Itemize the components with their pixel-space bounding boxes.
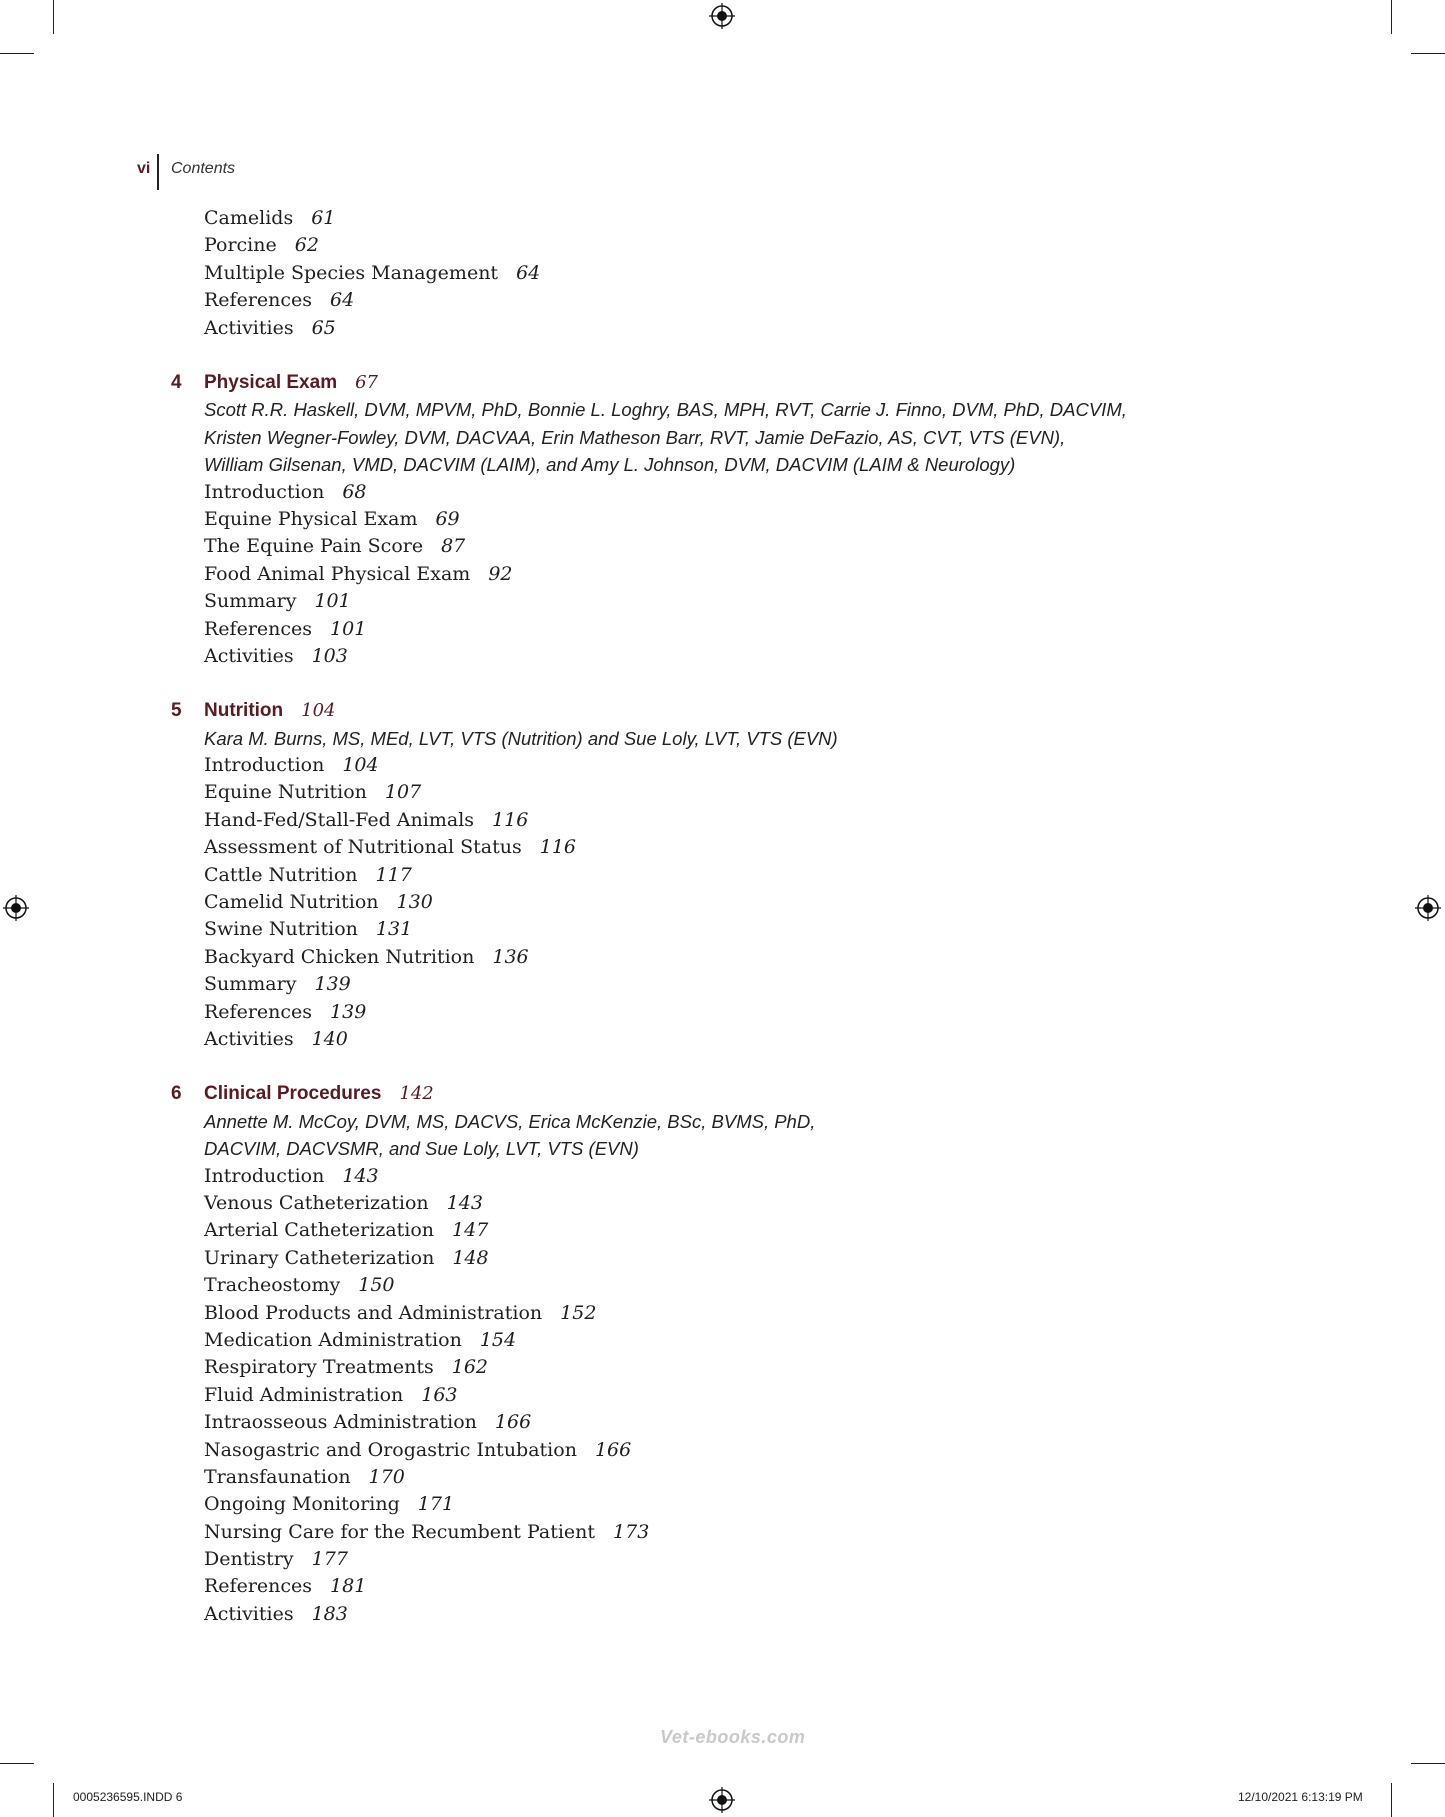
toc-entry-page: 64 [330,289,355,312]
toc-entry[interactable] [168,588,1168,615]
author-line: Kristen Wegner-Fowley, DVM, DACVAA, Erin Matheson Barr, RVT, Jamie DeFazio, AS, CVT, VTS (EVN), [204,426,1066,448]
crop-mark [53,1783,54,1817]
chapter-title: Clinical Procedures [204,1083,382,1105]
toc-entry-title: Summary [204,973,297,996]
toc-entry-page: 140 [311,1028,348,1050]
toc-entry-page: 87 [441,535,466,558]
toc-entry-page: 101 [330,617,367,640]
chapter-title-group [204,697,336,724]
toc-entry-title: Activities [204,1028,294,1050]
chapter-title-group [204,369,378,396]
toc-entry[interactable] [168,779,1168,806]
toc-entry-page: 101 [314,590,351,613]
toc-entry-page: 150 [358,1274,395,1297]
toc-entry[interactable] [168,944,1168,971]
chapter-title: Nutrition [204,700,284,722]
toc-entry[interactable] [168,1163,1168,1190]
toc-entry-page: 130 [396,891,433,914]
crop-mark [1411,53,1445,54]
toc-entry-page: 103 [311,644,348,667]
toc-entry-page: 65 [311,316,336,339]
toc-entry[interactable] [168,1546,1168,1573]
toc-entry-page: 154 [479,1328,517,1351]
crop-mark [1391,0,1392,34]
toc-entry[interactable] [168,506,1168,533]
toc-entry-page: 166 [494,1411,532,1434]
toc-entry-title: Respiratory Treatments [204,1356,434,1379]
toc-entry-title: Introduction [204,480,325,503]
table-of-contents [168,205,1168,1628]
toc-entry-title: Tracheostomy [204,1274,341,1297]
toc-entry-page: 148 [452,1246,489,1269]
chapter-number: 5 [171,700,182,722]
toc-entry-page: 177 [311,1548,348,1571]
toc-entry-page: 68 [342,480,367,503]
toc-entry-page: 131 [375,918,413,941]
toc-entry-page: 162 [451,1356,488,1379]
toc-entry[interactable] [168,1382,1168,1409]
toc-entry-page: 64 [516,261,541,284]
toc-entry[interactable] [168,1272,1168,1299]
author-line: Annette M. McCoy, DVM, MS, DACVS, Erica McKenzie, BSc, BVMS, PhD, [204,1110,816,1132]
toc-entry-page: 147 [452,1219,489,1242]
registration-mark-icon [709,3,735,29]
toc-entry-title: References [204,289,313,312]
toc-entry[interactable] [168,260,1168,287]
toc-entry-title: Urinary Catheterization [204,1246,435,1269]
toc-entry-page: 139 [330,1000,367,1023]
crop-mark [1411,1763,1445,1764]
slug-file-name: 0005236595.INDD 6 [73,1790,183,1804]
toc-entry-title: Activities [204,316,294,339]
chapter-title-group [204,1080,434,1107]
toc-entry[interactable] [168,834,1168,861]
crop-mark [0,53,34,54]
chapter-authors [168,725,1168,752]
toc-entry-page: 171 [417,1493,455,1516]
author-line: DACVIM, DACVSMR, and Sue Loly, LVT, VTS (EVN) [204,1138,639,1160]
running-head-title: Contents [171,160,236,177]
toc-entry-title: Introduction [204,754,325,777]
chapter-number: 6 [171,1083,182,1105]
author-line: William Gilsenan, VMD, DACVIM (LAIM), and Amy L. Johnson, DVM, DACVIM (LAIM & Neurology) [204,454,1016,476]
toc-entry[interactable] [168,1437,1168,1464]
toc-entry[interactable] [168,479,1168,506]
toc-entry-page: 61 [311,207,336,229]
toc-entry[interactable] [168,999,1168,1026]
toc-entry-page: 62 [294,234,319,257]
toc-entry-title: Medication Administration [204,1328,462,1351]
toc-entry-title: Venous Catheterization [204,1191,429,1214]
toc-entry-title: Camelid Nutrition [204,891,379,914]
toc-entry-page: 139 [314,973,351,996]
toc-entry[interactable] [168,287,1168,314]
toc-entry-title: Summary [204,590,297,613]
chapter-page: 104 [301,700,336,722]
toc-entry-title: Swine Nutrition [204,918,358,941]
toc-entry-page: 92 [488,562,513,585]
chapter-page: 67 [355,371,378,393]
toc-entry-title: The Equine Pain Score [204,535,424,558]
toc-entry-title: Transfaunation [204,1465,351,1488]
toc-entry[interactable] [168,1245,1168,1272]
author-line: Kara M. Burns, MS, MEd, LVT, VTS (Nutrition) and Sue Loly, LVT, VTS (EVN) [204,727,838,749]
chapter-title: Physical Exam [204,371,338,393]
crop-mark [0,1763,34,1764]
toc-entry[interactable] [168,1026,1168,1053]
toc-entry-title: Cattle Nutrition [204,863,358,886]
toc-entry[interactable] [168,971,1168,998]
crop-mark [1391,1783,1392,1817]
toc-entry-title: Arterial Catheterization [204,1219,435,1242]
toc-entry[interactable] [168,1519,1168,1546]
chapter-number: 4 [171,371,182,393]
author-line: Scott R.R. Haskell, DVM, MPVM, PhD, Bonnie L. Loghry, BAS, MPH, RVT, Carrie J. Finno, DVM, PhD, DACVIM, [204,399,1127,421]
watermark: Vet-ebooks.com [660,1727,806,1747]
toc-entry[interactable] [168,1354,1168,1381]
toc-entry[interactable] [168,1300,1168,1327]
toc-entry-title: References [204,1575,313,1598]
toc-entry[interactable] [168,916,1168,943]
toc-entry-title: Equine Physical Exam [204,507,418,530]
toc-entry-page: 116 [492,808,529,831]
toc-entry-title: Blood Products and Administration [204,1301,543,1324]
toc-entry-page: 170 [368,1465,405,1488]
toc-entry[interactable] [168,752,1168,779]
toc-entry-page: 116 [539,836,577,859]
toc-entry-title: Assessment of Nutritional Status [204,836,522,859]
toc-entry[interactable] [168,1601,1168,1628]
toc-entry-title: Intraosseous Administration [204,1411,477,1434]
toc-entry[interactable] [168,643,1168,670]
chapter-authors [168,1108,1168,1163]
toc-entry[interactable] [168,1464,1168,1491]
toc-entry[interactable] [168,1217,1168,1244]
toc-entry[interactable] [168,862,1168,889]
toc-entry-page: 152 [560,1301,597,1324]
chapter-heading[interactable] [168,1080,1168,1107]
registration-mark-icon [3,895,29,921]
toc-entry-title: Food Animal Physical Exam [204,562,471,585]
toc-entry[interactable] [168,315,1168,342]
running-head-divider [157,154,159,190]
toc-entry[interactable] [168,807,1168,834]
toc-entry[interactable] [168,889,1168,916]
toc-entry-page: 136 [492,945,529,968]
toc-entry-page: 173 [613,1520,650,1543]
toc-entry[interactable] [168,1409,1168,1436]
toc-entry-page: 143 [446,1191,483,1214]
toc-entry[interactable] [168,1327,1168,1354]
toc-entry-title: Camelids [204,207,294,229]
toc-entry-page: 107 [384,781,422,804]
toc-entry-page: 183 [311,1602,348,1625]
toc-entry-title: Nasogastric and Orogastric Intubation [204,1438,577,1461]
toc-entry-page: 143 [342,1164,379,1187]
toc-entry-title: Nursing Care for the Recumbent Patient [204,1520,596,1543]
toc-entry-title: Equine Nutrition [204,781,367,804]
toc-entry-page: 104 [342,754,379,777]
registration-mark-icon [1415,895,1441,921]
crop-mark [53,0,54,34]
toc-entry-title: Activities [204,644,294,667]
toc-entry-title: References [204,617,313,640]
toc-entry[interactable] [168,533,1168,560]
toc-entry-title: Introduction [204,1164,325,1187]
registration-mark-icon [709,1787,735,1813]
page-folio: vi [137,160,151,177]
toc-entry[interactable] [168,1190,1168,1217]
toc-entry-title: Multiple Species Management [204,261,499,284]
chapter-authors [168,396,1168,478]
toc-entry-title: Ongoing Monitoring [204,1493,400,1516]
toc-entry[interactable] [168,232,1168,259]
chapter-page: 142 [399,1083,434,1105]
toc-entry-page: 117 [375,863,412,886]
toc-entry-page: 181 [330,1575,367,1598]
toc-entry-title: Hand-Fed/Stall-Fed Animals [204,808,475,831]
toc-entry-title: Activities [204,1602,294,1625]
toc-entry[interactable] [168,1573,1168,1600]
chapter-heading[interactable] [168,697,1168,724]
toc-entry-page: 166 [594,1438,632,1461]
toc-entry-title: Porcine [204,234,277,257]
toc-entry[interactable] [168,561,1168,588]
toc-entry[interactable] [168,1491,1168,1518]
toc-entry-title: Fluid Administration [204,1383,404,1406]
slug-date: 12/10/2021 6:13:19 PM [1238,1790,1363,1804]
toc-entry[interactable] [168,616,1168,643]
toc-entry-title: Dentistry [204,1548,294,1571]
toc-entry[interactable] [168,205,1168,232]
toc-entry-page: 69 [435,507,460,530]
toc-entry-title: References [204,1000,313,1023]
toc-entry-page: 163 [421,1383,458,1406]
chapter-heading[interactable] [168,369,1168,396]
toc-entry-title: Backyard Chicken Nutrition [204,945,475,968]
